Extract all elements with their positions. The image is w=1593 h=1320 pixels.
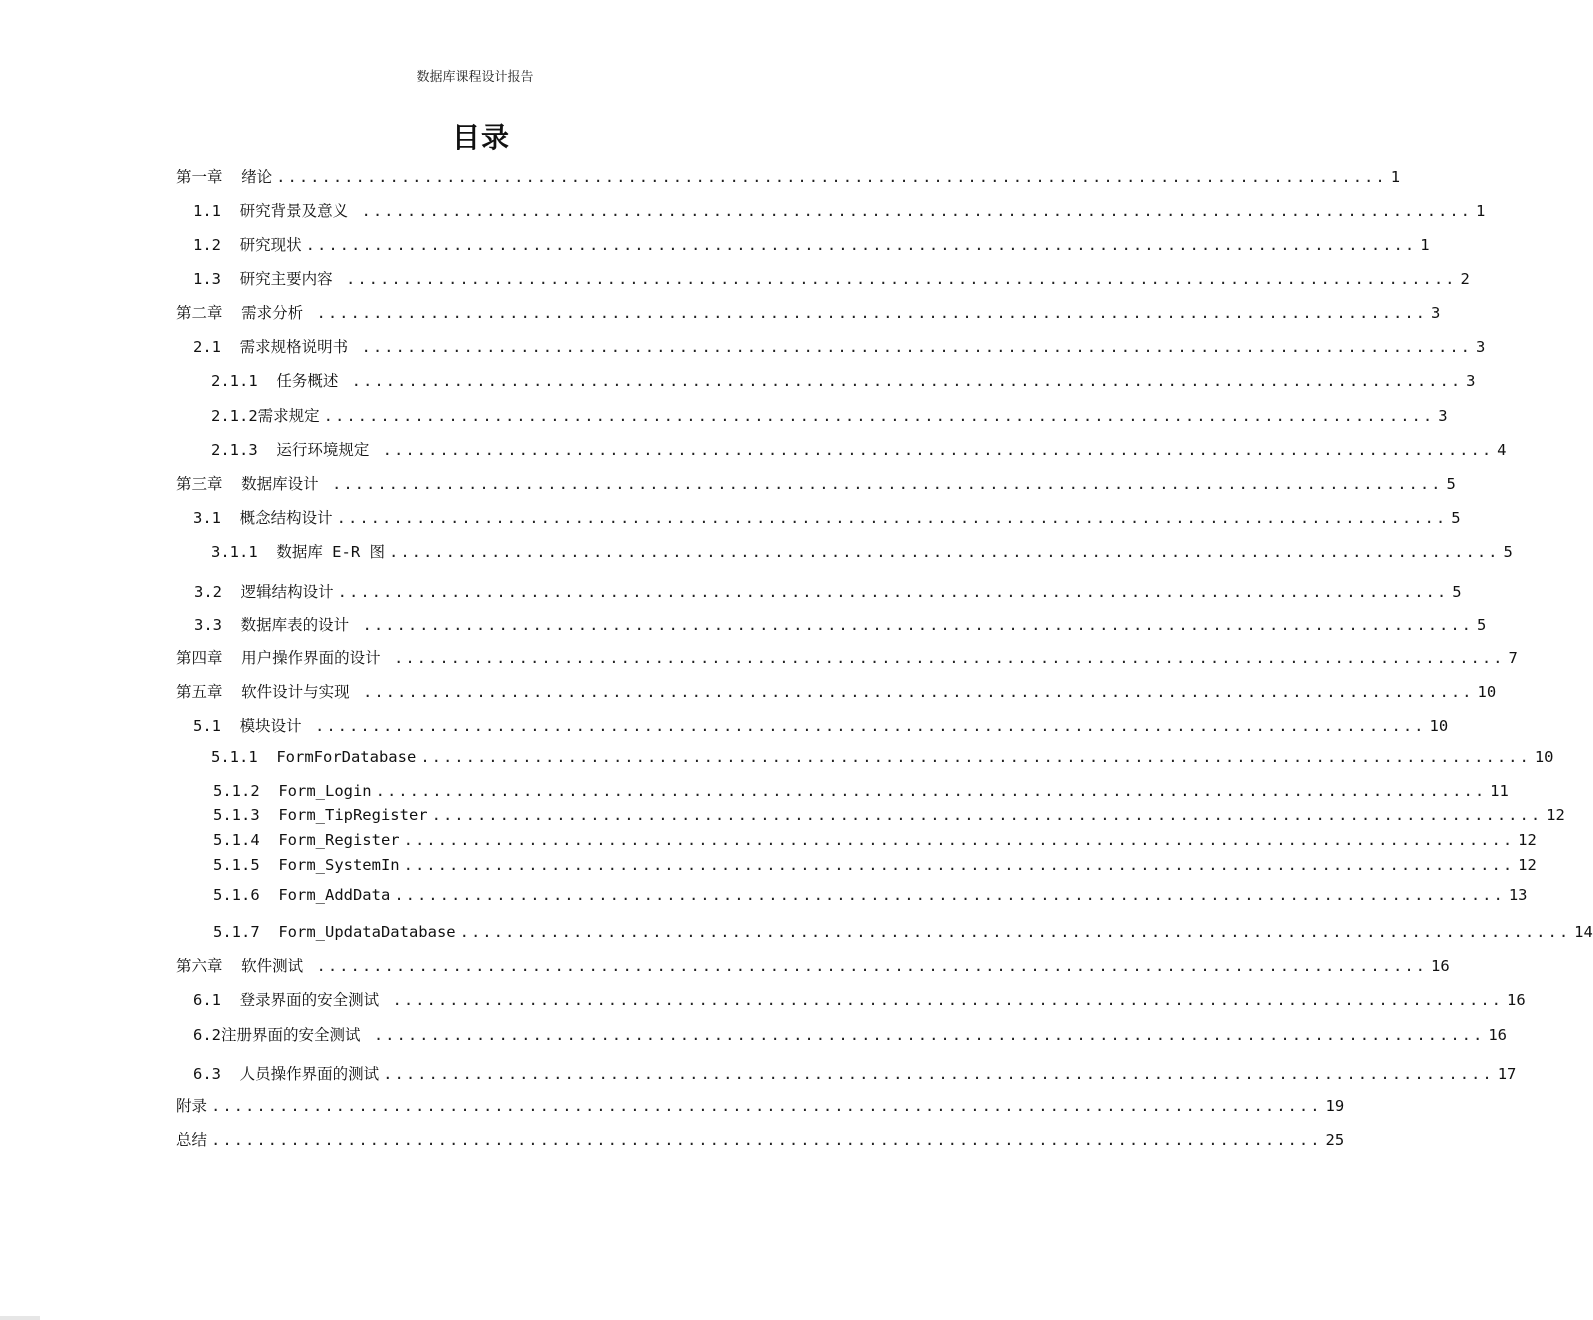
page-header: 数据库课程设计报告 (416, 70, 534, 85)
toc-page-number: 12 (1518, 856, 1537, 874)
toc-label: 6.3 人员操作界面的测试 (193, 1065, 380, 1083)
toc-page-number: 5 (1451, 509, 1461, 527)
toc-entry-3-2[interactable] (194, 580, 1462, 604)
toc-entry-2-1-1[interactable] (211, 369, 1476, 393)
toc-entry-1-3[interactable] (193, 267, 1470, 291)
toc-leader-dots: .................................................................................................. (211, 1131, 1322, 1149)
toc-leader-dots: .................................................................................................. (316, 957, 1428, 975)
toc-leader-dots: .................................................................................................. (382, 441, 1494, 459)
page-corner-mark (0, 1316, 40, 1320)
toc-leader-dots: .................................................................................................. (362, 616, 1474, 634)
toc-page-number: 25 (1325, 1131, 1345, 1149)
toc-entry-chapter-5[interactable] (176, 680, 1497, 704)
toc-leader-dots: .................................................................................................. (459, 923, 1571, 941)
toc-page-number: 14 (1574, 923, 1593, 941)
toc-leader-dots: .................................................................................................. (403, 856, 1515, 874)
toc-label: 3.3 数据库表的设计 (194, 616, 359, 634)
toc-page-number: 5 (1446, 475, 1456, 493)
toc-label: 3.1 概念结构设计 (193, 509, 333, 527)
toc-page-number: 2 (1460, 270, 1470, 288)
toc-label: 1.1 研究背景及意义 (193, 202, 358, 220)
toc-label: 5.1.4 Form_Register (213, 831, 400, 849)
toc-page-number: 3 (1438, 407, 1448, 425)
toc-label: 第一章 绪论 (176, 168, 273, 186)
toc-label: 6.1 登录界面的安全测试 (193, 991, 389, 1009)
toc-entry-appendix[interactable] (176, 1094, 1345, 1118)
toc-entry-5-1-1[interactable] (211, 748, 1554, 772)
toc-entry-2-1-2[interactable] (211, 404, 1448, 428)
toc-entry-5-1-5[interactable] (213, 856, 1537, 880)
toc-page-number: 1 (1390, 168, 1401, 186)
toc-leader-dots: .................................................................................................. (316, 304, 1428, 322)
toc-entry-5-1-2[interactable] (213, 782, 1509, 806)
toc-entry-1-1[interactable] (193, 199, 1486, 223)
toc-leader-dots: .................................................................................................. (373, 1026, 1485, 1044)
toc-leader-dots: .................................................................................................. (351, 372, 1463, 390)
toc-label: 第三章 数据库设计 (176, 475, 328, 493)
toc-label: 总结 (176, 1131, 208, 1149)
toc-entry-3-3[interactable] (194, 613, 1487, 637)
toc-label: 3.1.1 数据库 E-R 图 (211, 543, 385, 561)
toc-label: 附录 (176, 1097, 208, 1115)
toc-page-number: 1 (1476, 202, 1486, 220)
toc-entry-2-1[interactable] (193, 335, 1486, 359)
toc-entry-6-1[interactable] (193, 988, 1526, 1012)
toc-page-number: 13 (1508, 886, 1528, 904)
toc-page-number: 5 (1452, 583, 1462, 601)
toc-leader-dots: .................................................................................................. (346, 270, 1457, 288)
toc-entry-5-1-3[interactable] (213, 806, 1565, 830)
toc-label: 6.2注册界面的安全测试 (193, 1026, 370, 1044)
toc-entry-2-1-3[interactable] (211, 438, 1507, 462)
toc-label: 2.1.1 任务概述 (211, 372, 348, 390)
toc-label: 5.1.7 Form_UpdataDatabase (213, 923, 456, 941)
toc-page-number: 1 (1420, 236, 1430, 254)
toc-entry-3-1-1[interactable] (211, 540, 1513, 564)
toc-entry-5-1[interactable] (193, 714, 1449, 738)
toc-entry-chapter-3[interactable] (176, 472, 1456, 496)
toc-page-number: 11 (1490, 782, 1509, 800)
toc-label: 5.1 模块设计 (193, 717, 311, 735)
toc-page-number: 3 (1466, 372, 1476, 390)
toc-label: 2.1.3 运行环境规定 (211, 441, 379, 459)
toc-entry-5-1-7[interactable] (213, 923, 1593, 947)
toc-leader-dots: .................................................................................................. (361, 202, 1473, 220)
toc-page-number: 5 (1503, 543, 1513, 561)
toc-label: 第二章 需求分析 (176, 304, 313, 322)
toc-entry-chapter-4[interactable] (176, 646, 1518, 670)
toc-entry-chapter-6[interactable] (176, 954, 1450, 978)
toc-entry-chapter-2[interactable] (176, 301, 1441, 325)
toc-leader-dots: .................................................................................................. (392, 991, 1504, 1009)
toc-leader-dots: .................................................................................................. (394, 886, 1505, 904)
toc-leader-dots: .................................................................................................. (403, 831, 1515, 849)
toc-entry-1-2[interactable] (193, 233, 1430, 257)
toc-page-number: 10 (1477, 683, 1497, 701)
toc-leader-dots: .................................................................................................. (361, 338, 1473, 356)
toc-page-number: 10 (1429, 717, 1449, 735)
toc-leader-dots: .................................................................................................. (383, 1065, 1494, 1083)
toc-title: 目录 (451, 121, 510, 154)
toc-page-number: 7 (1508, 649, 1518, 667)
toc-page-number: 19 (1325, 1097, 1345, 1115)
toc-leader-dots: .................................................................................................. (363, 683, 1474, 701)
toc-page-number: 16 (1488, 1026, 1508, 1044)
toc-leader-dots: .................................................................................................. (431, 806, 1543, 824)
toc-page-number: 4 (1497, 441, 1507, 459)
toc-entry-summary[interactable] (176, 1128, 1345, 1152)
toc-label: 5.1.5 Form_SystemIn (213, 856, 400, 874)
toc-page-number: 16 (1431, 957, 1450, 975)
toc-entry-5-1-6[interactable] (213, 886, 1528, 910)
toc-page-number: 16 (1507, 991, 1526, 1009)
toc-page-number: 3 (1431, 304, 1441, 322)
toc-label: 5.1.1 FormForDatabase (211, 748, 417, 766)
toc-label: 2.1.2需求规定 (211, 407, 320, 425)
toc-label: 1.3 研究主要内容 (193, 270, 342, 288)
toc-label: 5.1.2 Form_Login (213, 782, 372, 800)
toc-leader-dots: .................................................................................................. (276, 168, 1387, 186)
toc-label: 2.1 需求规格说明书 (193, 338, 358, 356)
toc-page-number: 5 (1477, 616, 1487, 634)
toc-leader-dots: .................................................................................................. (420, 748, 1531, 766)
toc-label: 第四章 用户操作界面的设计 (176, 649, 390, 667)
toc-page-number: 10 (1534, 748, 1554, 766)
toc-entry-5-1-4[interactable] (213, 831, 1537, 855)
toc-leader-dots: .................................................................................................. (323, 407, 1435, 425)
toc-label: 3.2 逻辑结构设计 (194, 583, 334, 601)
toc-entry-3-1[interactable] (193, 506, 1461, 530)
toc-leader-dots: .................................................................................................. (305, 236, 1417, 254)
toc-leader-dots: .................................................................................................. (211, 1097, 1322, 1115)
toc-label: 5.1.6 Form_AddData (213, 886, 391, 904)
toc-page-number: 12 (1546, 806, 1565, 824)
toc-page-number: 12 (1518, 831, 1537, 849)
toc-leader-dots: .................................................................................................. (336, 509, 1448, 527)
toc-label: 5.1.3 Form_TipRegister (213, 806, 428, 824)
toc-page-number: 3 (1476, 338, 1486, 356)
toc-leader-dots: .................................................................................................. (332, 475, 1443, 493)
toc-entry-chapter-1[interactable] (176, 165, 1401, 189)
toc-leader-dots: .................................................................................................. (337, 583, 1449, 601)
toc-entry-6-2[interactable] (193, 1023, 1508, 1047)
toc-label: 1.2 研究现状 (193, 236, 302, 254)
toc-page-number: 17 (1497, 1065, 1517, 1083)
toc-leader-dots: .................................................................................................. (315, 717, 1426, 735)
toc-leader-dots: .................................................................................................. (388, 543, 1500, 561)
toc-entry-6-3[interactable] (193, 1062, 1517, 1086)
toc-label: 第五章 软件设计与实现 (176, 683, 359, 701)
toc-leader-dots: .................................................................................................. (394, 649, 1505, 667)
toc-label: 第六章 软件测试 (176, 957, 313, 975)
toc-leader-dots: .................................................................................................. (375, 782, 1487, 800)
